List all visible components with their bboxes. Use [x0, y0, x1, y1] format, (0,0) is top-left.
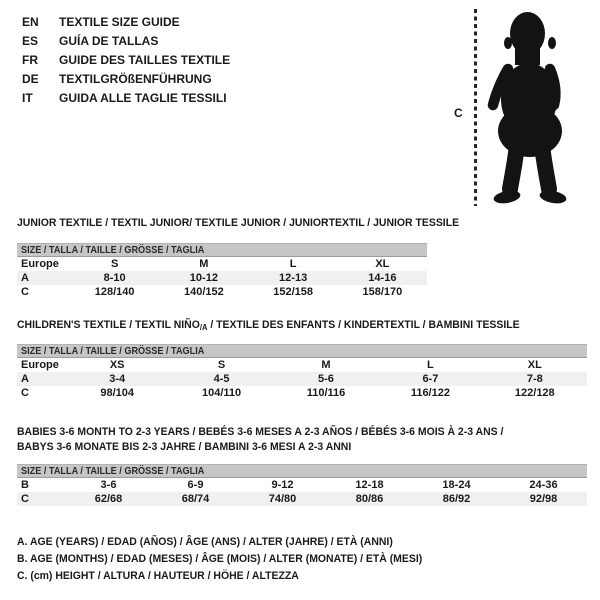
children-title-main: CHILDREN'S TEXTILE / TEXTIL NIÑO [17, 319, 200, 331]
size-header-bar [17, 344, 587, 358]
size-value-cell: 5-6 [318, 373, 334, 385]
language-code: DE [22, 72, 39, 86]
size-header-label: SIZE / TALLA / TAILLE / GRÖSSE / TAGLIA [21, 465, 205, 477]
language-row [22, 51, 230, 70]
column-header: XL [527, 359, 542, 371]
language-code: FR [22, 53, 38, 67]
size-value-cell: 8-10 [103, 272, 126, 284]
size-value-cell: 24-36 [529, 479, 558, 491]
size-value-cell: 140/152 [183, 286, 224, 298]
row-label: B [21, 479, 29, 491]
size-value-cell: 3-6 [100, 479, 117, 491]
size-value-cell: 6-9 [187, 479, 204, 491]
row-label: C [21, 286, 29, 298]
size-value-cell: 86/92 [442, 493, 471, 505]
size-value-cell: 62/68 [94, 493, 123, 505]
size-value-cell: 110/116 [306, 387, 346, 399]
size-value-cell: 80/86 [355, 493, 384, 505]
row-label: A [21, 373, 29, 385]
language-name: TEXTILE SIZE GUIDE [59, 15, 180, 29]
children-title-subscript: /A [199, 323, 208, 332]
column-header: XL [375, 258, 390, 270]
size-header-bar [17, 243, 427, 257]
column-header: L [289, 258, 297, 270]
size-value-cell: 12-13 [279, 272, 308, 284]
size-value-cell: 152/158 [273, 286, 313, 298]
language-row [22, 70, 230, 89]
column-header-row [17, 358, 587, 372]
size-value-cell: 74/80 [268, 493, 297, 505]
table-row [17, 271, 427, 285]
footnote-age-years: A. AGE (YEARS) / EDAD (AÑOS) / ÂGE (ANS) / ALTER (JAHRE) / ETÀ (ANNI) [17, 536, 393, 548]
junior-section-title: JUNIOR TEXTILE / TEXTIL JUNIOR/ TEXTILE JUNIOR / JUNIORTEXTIL / JUNIOR TESSILE [17, 217, 460, 229]
language-row [22, 13, 230, 32]
column-header: L [427, 359, 434, 371]
language-name: TEXTILGRÖßENFÜHRUNG [59, 72, 212, 86]
column-header: XS [109, 359, 125, 371]
size-header-label: SIZE / TALLA / TAILLE / GRÖSSE / TAGLIA [21, 244, 205, 256]
babies-section-title-line2: BABYS 3-6 MONATE BIS 2-3 JAHRE / BAMBINI 3-6 MESI A 2-3 ANNI [17, 441, 352, 453]
language-name: GUÍA DE TALLAS [59, 34, 159, 48]
language-name: GUIDA ALLE TAGLIE TESSILI [59, 91, 227, 105]
language-row [22, 89, 230, 108]
size-value-cell: 9-12 [271, 479, 294, 491]
size-value-cell: 10-12 [189, 272, 218, 284]
size-value-cell: 3-4 [109, 373, 126, 385]
size-value-cell: 6-7 [422, 373, 439, 385]
height-marker-label: C [454, 106, 463, 120]
column-header: S [110, 258, 119, 270]
children-section-title [17, 319, 520, 332]
language-code: IT [22, 91, 33, 105]
size-value-cell: 122/128 [514, 387, 555, 399]
language-code: ES [22, 34, 39, 48]
row-label-header: Europe [21, 258, 59, 270]
language-code: EN [22, 15, 39, 29]
toddler-silhouette-icon [483, 7, 577, 209]
size-value-cell: 104/110 [202, 387, 242, 399]
size-header-label: SIZE / TALLA / TAILLE / GRÖSSE / TAGLIA [21, 345, 205, 357]
size-value-cell: 68/74 [181, 493, 210, 505]
column-header: M [199, 258, 209, 270]
table-row [17, 372, 587, 386]
size-value-cell: 128/140 [94, 286, 135, 298]
table-row [17, 478, 587, 492]
children-title-rest: / TEXTILE DES ENFANTS / KINDERTEXTIL / BAMBINI TESSILE [207, 319, 520, 331]
column-header-row [17, 257, 427, 271]
footnote-height-cm: C. (cm) HEIGHT / ALTURA / HAUTEUR / HÖHE / ALTEZZA [17, 570, 299, 582]
size-header-bar [17, 464, 587, 478]
size-value-cell: 116/122 [410, 387, 450, 399]
children-size-table [17, 344, 587, 400]
row-label-header: Europe [21, 359, 59, 371]
size-value-cell: 4-5 [213, 373, 230, 385]
size-value-cell: 98/104 [100, 387, 135, 399]
table-row [17, 386, 587, 400]
babies-size-table [17, 464, 587, 506]
size-value-cell: 7-8 [526, 373, 543, 385]
language-title-list [22, 13, 230, 108]
table-row [17, 285, 427, 299]
babies-section-title-line1: BABIES 3-6 MONTH TO 2-3 YEARS / BEBÉS 3-6 MESES A 2-3 AÑOS / BÉBÉS 3-6 MOIS À 2-3 ANS / [17, 426, 504, 438]
footnote-age-months: B. AGE (MONTHS) / EDAD (MESES) / ÂGE (MOIS) / ALTER (MONATE) / ETÀ (MESI) [17, 553, 423, 565]
size-value-cell: 12-18 [355, 479, 384, 491]
table-row [17, 492, 587, 506]
column-header: S [217, 359, 226, 371]
height-dashed-line [474, 9, 477, 206]
size-value-cell: 18-24 [442, 479, 471, 491]
language-row [22, 32, 230, 51]
row-label: C [21, 493, 29, 505]
junior-size-table [17, 243, 427, 299]
size-value-cell: 158/170 [362, 286, 403, 298]
row-label: C [21, 387, 29, 399]
size-value-cell: 92/98 [529, 493, 558, 505]
column-header: M [321, 359, 331, 371]
row-label: A [21, 272, 29, 284]
size-value-cell: 14-16 [368, 272, 397, 284]
language-name: GUIDE DES TAILLES TEXTILE [59, 53, 231, 67]
